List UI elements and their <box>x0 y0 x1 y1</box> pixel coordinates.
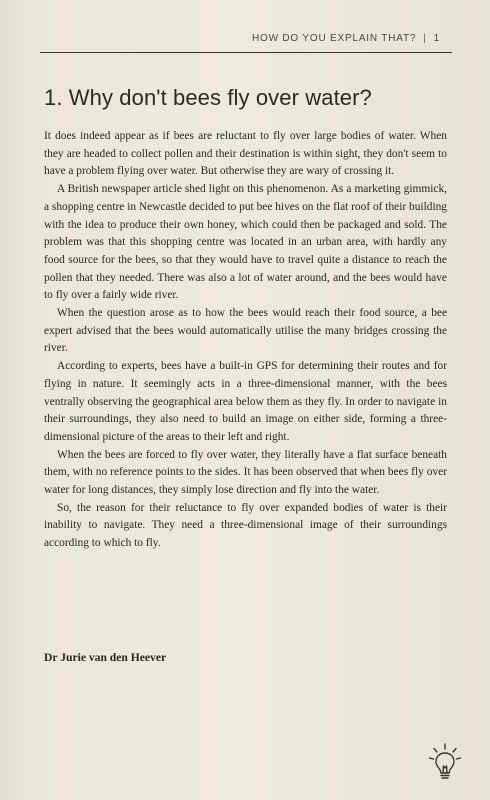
paragraph: So, the reason for their reluctance to fly over expanded bodies of water is their inability to navigate. They need a three-dimensional image of their surroundings according to which to fly. <box>44 501 447 550</box>
lightbulb-icon <box>427 741 463 781</box>
paragraph: When the question arose as to how the bees would reach their food source, a bee expert advised that the bees would automatically utilise the many bridges crossing the river. <box>44 307 447 355</box>
header-rule <box>40 52 452 53</box>
running-head-title: HOW DO YOU EXPLAIN THAT? <box>251 33 417 44</box>
paragraph: It does indeed appear as if bees are reluctant to fly over large bodies of water. When they are headed to collect pollen and their destination is within sight, they don't seem to have a problem flying over water. But otherwise they are wary of crossing it. <box>44 130 447 178</box>
running-head <box>252 33 440 44</box>
chapter-title: 1. Why don't bees fly over water? <box>44 85 372 110</box>
paragraph: According to experts, bees have a built-in GPS for determining their routes and for flying in nature. It seemingly acts in a three-dimensional manner, with the bees ventrally observing the geographical area below them as they fly. In order to navigate in their surroundings, they also need to build an image on either side, forming a three-dimensional picture of the areas to their left and right. <box>44 360 447 443</box>
author-name: Dr Jurie van den Heever <box>44 651 167 664</box>
body-text <box>44 128 447 553</box>
running-head-separator: | <box>423 33 427 44</box>
paragraph: When the bees are forced to fly over water, they literally have a flat surface beneath them, with no reference points to the sides. It has been observed that when bees fly over water for long distances, they simply lose direction and fly into the water. <box>44 448 447 497</box>
page-number: 1 <box>433 33 440 44</box>
paragraph: A British newspaper article shed light on this phenomenon. As a marketing gimmick, a shopping centre in Newcastle decided to put bee hives on the flat roof of their building with the idea to produce their own honey, which could then be packaged and sold. The problem was that this shopping centre was located in an urban area, with hardly any food source for the bees, so that they would have to travel quite a distance to reach the pollen that they needed. There was also a lot of water around, and the bees would have to fly over a fairly wide river. <box>44 183 447 302</box>
